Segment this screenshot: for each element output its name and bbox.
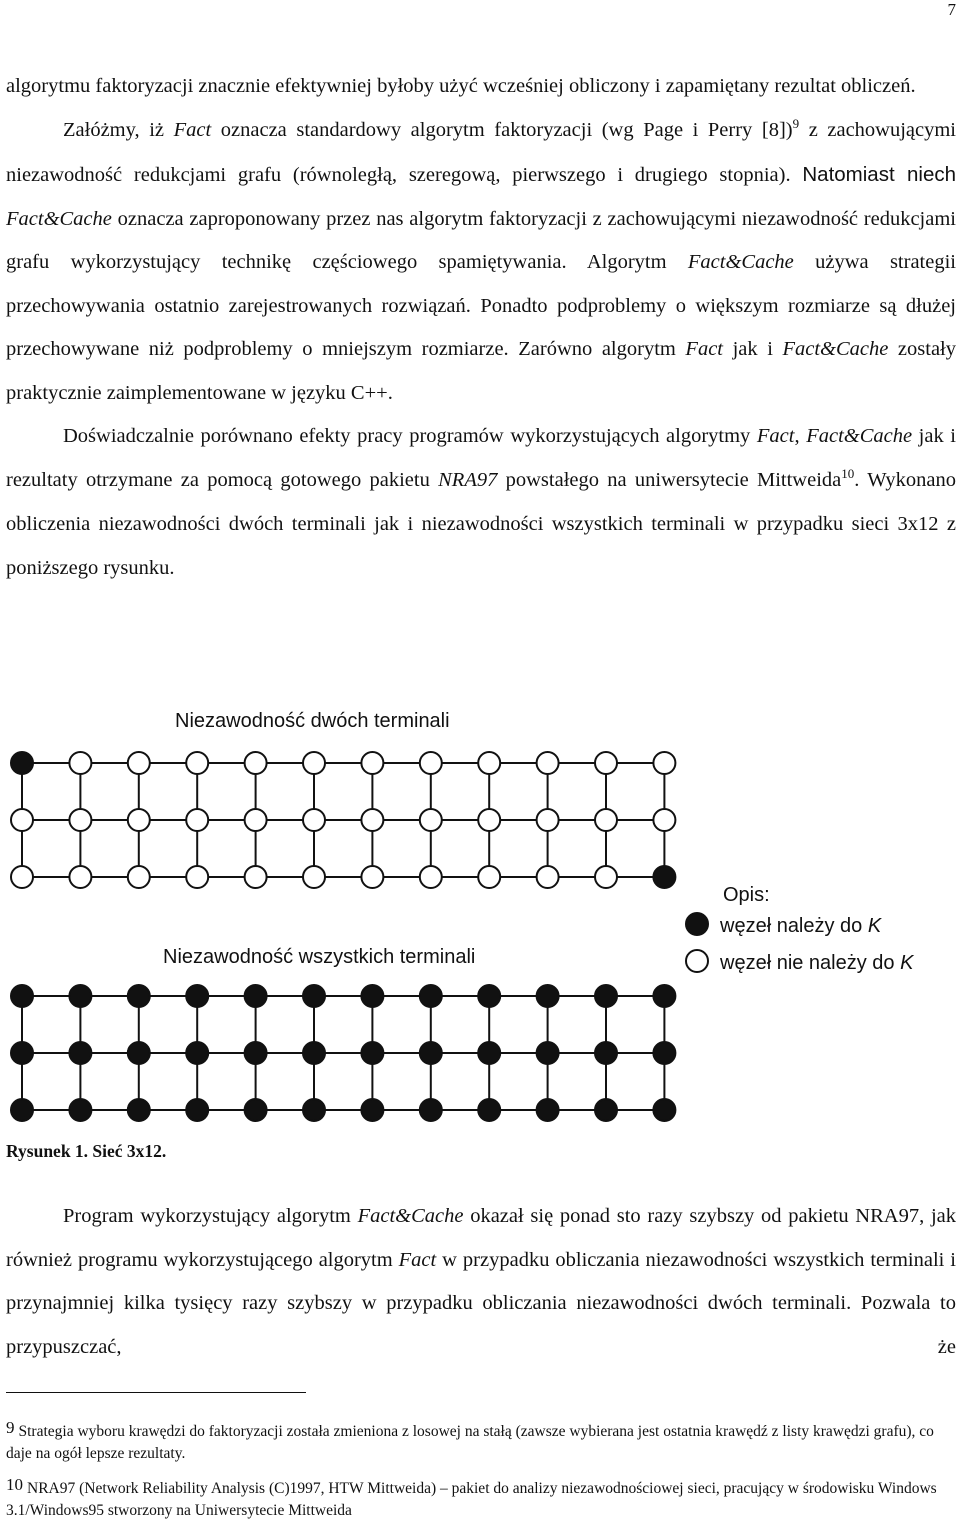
non-terminal-node: [303, 752, 325, 774]
text-run: oznacza zaproponowany przez nas algorytm faktoryzacji z zachowującymi niezawodność redukcjami grafu wykorzystujący technikę częściowego spamiętywania. Algorytm: [6, 207, 956, 273]
legend-filled-label: węzeł należy do K: [720, 915, 882, 937]
text-run: Fact&Cache: [806, 425, 913, 447]
non-terminal-node: [69, 866, 91, 888]
text-run: Fact&Cache: [782, 338, 889, 360]
network-figure: [0, 695, 960, 1135]
non-terminal-node: [303, 809, 325, 831]
non-terminal-node: [361, 809, 383, 831]
text-run: okazał się ponad sto razy szybszy od pakietu NRA97, jak również programu wykorzystującego algorytm: [6, 1205, 956, 1271]
non-terminal-node: [537, 809, 559, 831]
non-terminal-node: [595, 866, 617, 888]
text-run: Fact: [685, 338, 723, 360]
non-terminal-node: [128, 809, 150, 831]
non-terminal-node: [420, 866, 442, 888]
text-run: ,: [794, 425, 807, 447]
non-terminal-node: [11, 809, 33, 831]
footnote-text: Strategia wyboru krawędzi do faktoryzacji została zmieniona z losowej na stałą (zawsze wybierana jest ostatnia krawędź z listy krawędzi grafu), co daje na ogół lepsze rezultaty.: [6, 1423, 934, 1462]
text-run: Doświadczalnie porównano efekty pracy programów wykorzystujących algorytmy: [63, 425, 757, 447]
terminal-node: [537, 1099, 559, 1121]
non-terminal-node: [11, 866, 33, 888]
legend: [686, 884, 915, 974]
terminal-node: [595, 1099, 617, 1121]
paragraph: [6, 415, 956, 590]
text-run: Natomiast niech: [802, 163, 956, 186]
paragraph: [6, 65, 956, 109]
non-terminal-node: [420, 809, 442, 831]
text-run: Fact&Cache: [687, 251, 794, 273]
non-terminal-node: [186, 809, 208, 831]
text-run: jak i rezultaty otrzymane za pomocą gotowego pakietu: [6, 425, 957, 491]
terminal-node: [69, 985, 91, 1007]
text-run: Program wykorzystujący algorytm: [63, 1205, 358, 1227]
non-terminal-node: [186, 866, 208, 888]
terminal-node: [128, 1042, 150, 1064]
non-terminal-node: [420, 752, 442, 774]
terminal-node: [128, 985, 150, 1007]
non-terminal-node: [478, 752, 500, 774]
terminal-node: [69, 1099, 91, 1121]
footnote-9: [6, 1420, 956, 1465]
terminal-node: [303, 1099, 325, 1121]
grid-two-terminal: [11, 752, 675, 888]
text-run: Fact: [756, 425, 795, 447]
terminal-node: [361, 1099, 383, 1121]
non-terminal-node: [361, 866, 383, 888]
footnote-mark: 10: [6, 1475, 23, 1494]
figure-title-all-terminal: Niezawodność wszystkich terminali: [163, 946, 476, 968]
paragraph: [6, 1195, 956, 1369]
text-run: w przypadku obliczania niezawodności wszystkich terminali i przynajmniej kilka tysięcy razy szybszy w przypadku obliczania niezawodności dwóch terminali. Pozwala to przypuszczać, że: [6, 1248, 956, 1358]
non-terminal-node: [653, 752, 675, 774]
terminal-node: [361, 985, 383, 1007]
footnote-reference: 9: [792, 115, 800, 131]
non-terminal-node: [537, 866, 559, 888]
non-terminal-node: [245, 752, 267, 774]
terminal-node: [595, 985, 617, 1007]
text-run: Załóżmy, iż: [63, 118, 174, 141]
terminal-node: [303, 985, 325, 1007]
terminal-node: [420, 1099, 442, 1121]
paragraph: [6, 109, 956, 416]
text-run: . Wykonano obliczenia niezawodności dwóch terminali jak i niezawodności wszystkich terminali w przypadku sieci 3x12 z poniższego rysunku.: [6, 468, 956, 579]
terminal-node: [303, 1042, 325, 1064]
legend-filled-node-icon: [686, 913, 708, 935]
text-run: oznacza standardowy algorytm faktoryzacji (wg Page i Perry [8]): [211, 118, 793, 141]
non-terminal-node: [128, 866, 150, 888]
text-run: Fact: [173, 118, 212, 141]
terminal-node: [420, 985, 442, 1007]
terminal-node: [537, 985, 559, 1007]
non-terminal-node: [128, 752, 150, 774]
legend-empty-node-icon: [686, 950, 708, 972]
terminal-node: [653, 985, 675, 1007]
grid-all-terminal: [11, 985, 675, 1121]
terminal-node: [653, 1042, 675, 1064]
legend-heading: Opis:: [723, 884, 770, 906]
footnote-mark: 9: [6, 1418, 15, 1437]
text-run: Fact&Cache: [6, 207, 112, 230]
text-run: używa strategii przechowywania ostatnio zarejestrowanych rozwiązań. Ponadto podproblemy o większym rozmiarze są dłużej przechowywane niż podproblemy o mniejszym rozmiarze. Zarówno algorytm: [6, 251, 956, 360]
non-terminal-node: [478, 866, 500, 888]
text-run: powstałego na uniwersytecie Mittweida: [497, 468, 842, 491]
non-terminal-node: [595, 752, 617, 774]
body-text-top: [6, 65, 956, 590]
non-terminal-node: [245, 866, 267, 888]
figure-title-two-terminal: Niezawodność dwóch terminali: [175, 710, 450, 732]
terminal-node: [11, 752, 33, 774]
footnote-divider: [6, 1392, 306, 1393]
terminal-node: [186, 985, 208, 1007]
text-run: zostały praktycznie zaimplementowane w języku C++.: [6, 338, 956, 404]
non-terminal-node: [186, 752, 208, 774]
text-run: z zachowującymi niezawodność redukcjami grafu (równoległą, szeregową, pierwszego i drugiego stopnia).: [6, 118, 957, 186]
terminal-node: [128, 1099, 150, 1121]
body-text-bottom: [6, 1195, 956, 1369]
terminal-node: [478, 1099, 500, 1121]
non-terminal-node: [69, 752, 91, 774]
legend-empty-label: węzeł nie należy do K: [720, 952, 914, 974]
terminal-node: [595, 1042, 617, 1064]
terminal-node: [420, 1042, 442, 1064]
non-terminal-node: [303, 866, 325, 888]
footnote-10: [6, 1477, 956, 1522]
non-terminal-node: [361, 752, 383, 774]
footnote-text: NRA97 (Network Reliability Analysis (C)1997, HTW Mittweida) – pakiet do analizy niezawodnościowej sieci, pracujący w środowisku Windows 3.1/Windows95 stworzony na Uniwersytecie Mittweida: [6, 1480, 937, 1519]
non-terminal-node: [537, 752, 559, 774]
non-terminal-node: [595, 809, 617, 831]
terminal-node: [537, 1042, 559, 1064]
terminal-node: [11, 985, 33, 1007]
terminal-node: [11, 1042, 33, 1064]
figure-caption: Rysunek 1. Sieć 3x12.: [6, 1141, 167, 1161]
terminal-node: [186, 1042, 208, 1064]
text-run: algorytmu faktoryzacji znacznie efektywniej byłoby użyć wcześniej obliczony i zapamiętany rezultat obliczeń.: [6, 75, 916, 97]
non-terminal-node: [69, 809, 91, 831]
text-run: jak i: [723, 338, 783, 360]
terminal-node: [245, 985, 267, 1007]
terminal-node: [653, 866, 675, 888]
text-run: NRA97: [438, 468, 498, 491]
non-terminal-node: [478, 809, 500, 831]
page-number: 7: [947, 0, 956, 19]
text-run: Fact&Cache: [357, 1205, 464, 1227]
non-terminal-node: [653, 809, 675, 831]
non-terminal-node: [245, 809, 267, 831]
terminal-node: [69, 1042, 91, 1064]
terminal-node: [478, 1042, 500, 1064]
terminal-node: [11, 1099, 33, 1121]
text-run: Fact: [398, 1248, 437, 1271]
terminal-node: [245, 1099, 267, 1121]
terminal-node: [245, 1042, 267, 1064]
terminal-node: [361, 1042, 383, 1064]
terminal-node: [653, 1099, 675, 1121]
footnote-reference: 10: [841, 465, 855, 481]
terminal-node: [478, 985, 500, 1007]
terminal-node: [186, 1099, 208, 1121]
